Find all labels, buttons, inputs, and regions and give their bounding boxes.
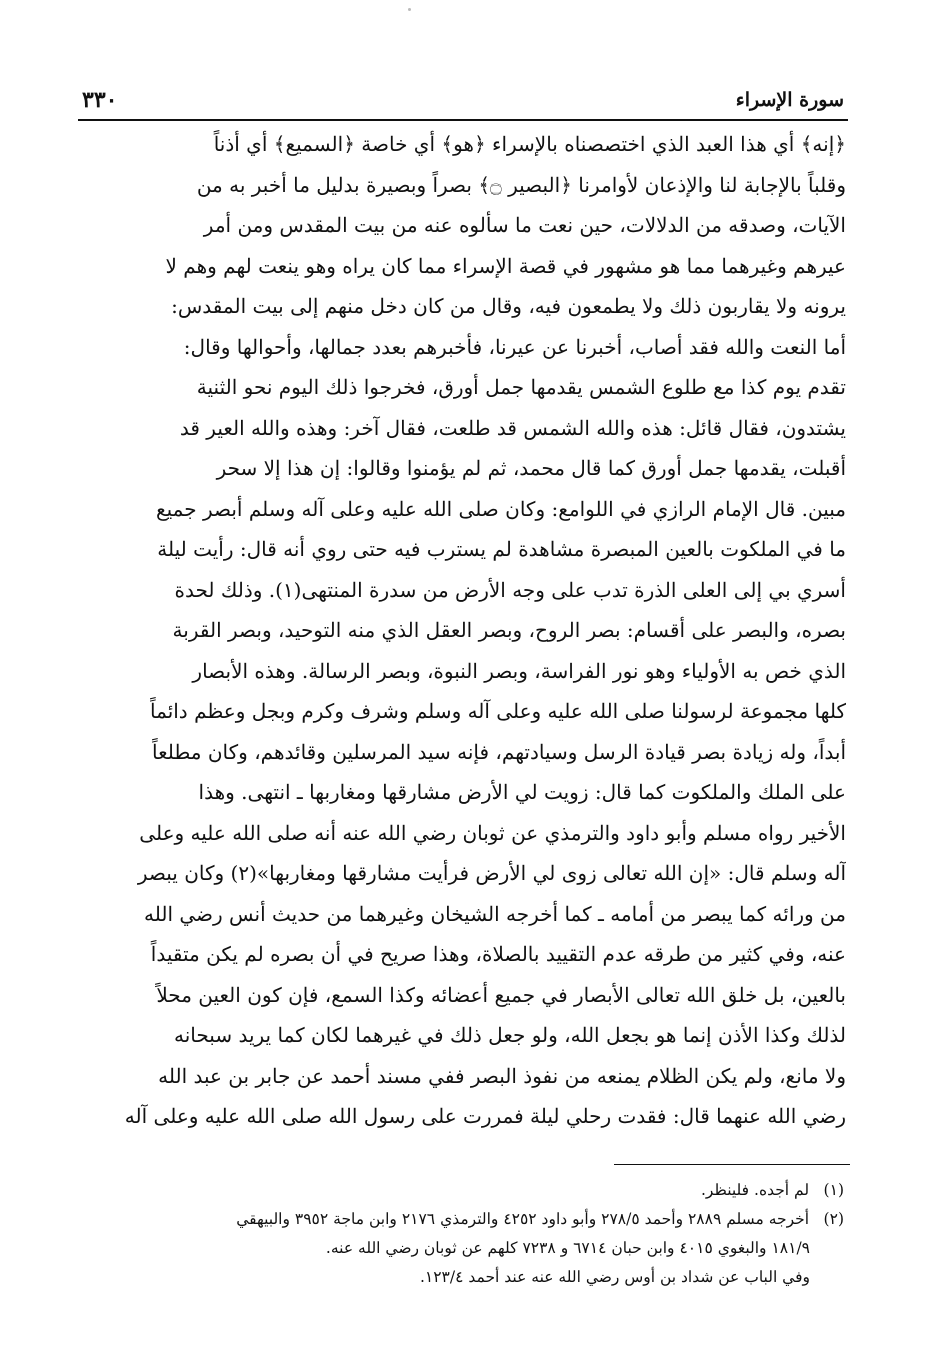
text-line: بصره، والبصر على أقسام: بصر الروح، وبصر العقل الذي منه التوحيد، وبصر القربة	[172, 618, 846, 642]
footnote-2-continuation: ١٨١/٩ والبغوي ٤٠١٥ وابن حبان ٦٧١٤ و ٧٢٣٨ كلهم عن ثوبان رضي الله عنه.	[325, 1239, 810, 1257]
page-number: ٣٣٠	[82, 87, 118, 113]
text-line: لذلك وكذا الأذن إنما هو بجعل الله، ولو جعل ذلك في غيرهما لكان كما يريد سبحانه	[174, 1023, 846, 1047]
text-line: أقبلت، يقدمها جمل أورق كما قال محمد، ثم لم يؤمنوا وقالوا: إن هذا إلا سحر	[216, 456, 846, 480]
footnote-2	[70, 1205, 844, 1234]
text-line: يشتدون، فقال قائل: هذه والله الشمس قد طلعت، فقال آخر: وهذه والله العير قد	[179, 415, 846, 440]
footnote-1	[70, 1176, 844, 1205]
text-line: الآيات، وصدقه من الدلالات، حين نعت ما سألوه عنه من بيت المقدس ومن أمر	[203, 213, 846, 237]
text-line: عيرهم وغيرهما مما هو مشهور في قصة الإسراء مما كان يراه وهو ينعت لهم وهم لا	[165, 253, 846, 278]
text-line: تقدم يوم كذا مع طلوع الشمس يقدمها جمل أورق، فخرجوا ذلك اليوم نحو الثنية	[196, 375, 846, 399]
text-line: آله وسلم قال: «إن الله تعالى زوى لي الأرض فرأيت مشارقها ومغاربها»(٢) وكان يبصر	[137, 861, 846, 885]
text-line: رضي الله عنهما قال: فقدت رحلي ليلة فمررت على رسول الله صلى الله عليه وعلى آله	[124, 1104, 846, 1128]
text-line: على الملك والملكوت كما قال: زويت لي الأرض مشارقها ومغاربها ـ انتهى. وهذا	[198, 780, 846, 804]
footnote-text: أخرجه مسلم ٢٨٨٩ وأحمد ٢٧٨/٥ وأبو داود ٤٢٥٢ والترمذي ٢١٧٦ وابن ماجة ٣٩٥٢ والبيهقي	[236, 1210, 810, 1228]
text-line: ما في الملكوت بالعين المبصرة مشاهدة لم يسترب فيه حتى روي أنه قال: رأيت ليلة	[157, 537, 846, 561]
text-line: كلها مجموعة لرسولنا صلى الله عليه وعلى آله وسلم وشرف وكرم وبجل وعظم دائماً	[150, 699, 846, 723]
text-line: من ورائه كما يبصر من أمامه ـ كما أخرجه الشيخان وغيرهما من حديث أنس رضي الله	[144, 901, 846, 926]
footnote-text: لم أجده. فلينظر.	[701, 1181, 810, 1199]
footnote-2-continuation: وفي الباب عن شداد بن أوس رضي الله عنه عند أحمد ١٢٣/٤.	[419, 1268, 810, 1286]
text-line: ولا مانع، ولم يكن الظلام يمنعه من نفوذ البصر ففي مسند أحمد عن جابر بن عبد الله	[158, 1063, 846, 1088]
text-line: وقلباً بالإجابة لنا والإذعان لأوامرنا ﴿البصير ۝﴾ بصراً وبصيرة بدليل ما أخبر به من	[196, 172, 846, 197]
header-divider	[78, 119, 848, 121]
page-header	[82, 80, 844, 120]
text-line: أبداً، وله زيادة بصر قيادة الرسل وسيادتهم، فإنه سيد المرسلين وقائدهم، وكان مطلعاً	[152, 739, 846, 764]
text-line: أسري بي إلى العلى الذرة تدب على وجه الأرض من سدرة المنتهى(١). وذلك لحدة	[174, 577, 846, 602]
text-line: ﴿إنه﴾ أي هذا العبد الذي اختصصناه بالإسراء ﴿هو﴾ أي خاصة ﴿السميع﴾ أي أذناً	[213, 132, 846, 156]
footnote-number: (٢)	[823, 1210, 844, 1228]
footnote-divider	[614, 1164, 850, 1165]
scan-mark	[408, 8, 411, 11]
text-line: أما النعت والله فقد أصاب، أخبرنا عن عيرنا، فأخبرهم بعدد جمالها، وأحوالها وقال:	[183, 334, 846, 359]
text-line: الأخير رواه مسلم وأبو داود والترمذي عن ثوبان رضي الله عنه أنه صلى الله عليه وعلى	[139, 820, 846, 845]
text-line: مبين. قال الإمام الرازي في اللوامع: وكان صلى الله عليه وعلى آله وسلم أبصر جميع	[156, 496, 846, 521]
footnote-number: (١)	[823, 1181, 844, 1199]
main-text	[74, 124, 846, 1137]
surah-title: سورة الإسراء	[735, 89, 844, 111]
text-line: الذي خص به الأولياء وهو نور الفراسة، وبصر النبوة، وبصر الرسالة. وهذه الأبصار	[192, 658, 846, 683]
text-line: بالعين، بل خلق الله تعالى الأبصار في جميع أعضائه وكذا السمع، فإن كون العين محلاً	[156, 982, 846, 1007]
text-line: عنه، وفي كثير من طرقه عدم التقييد بالصلاة، وهذا صريح في أن بصره لم يكن متقيداً	[150, 942, 846, 966]
text-line: يرونه ولا يقاربون ذلك ولا يطمعون فيه، وقال من كان دخل منهم إلى بيت المقدس:	[171, 294, 846, 318]
footnotes	[70, 1176, 844, 1292]
